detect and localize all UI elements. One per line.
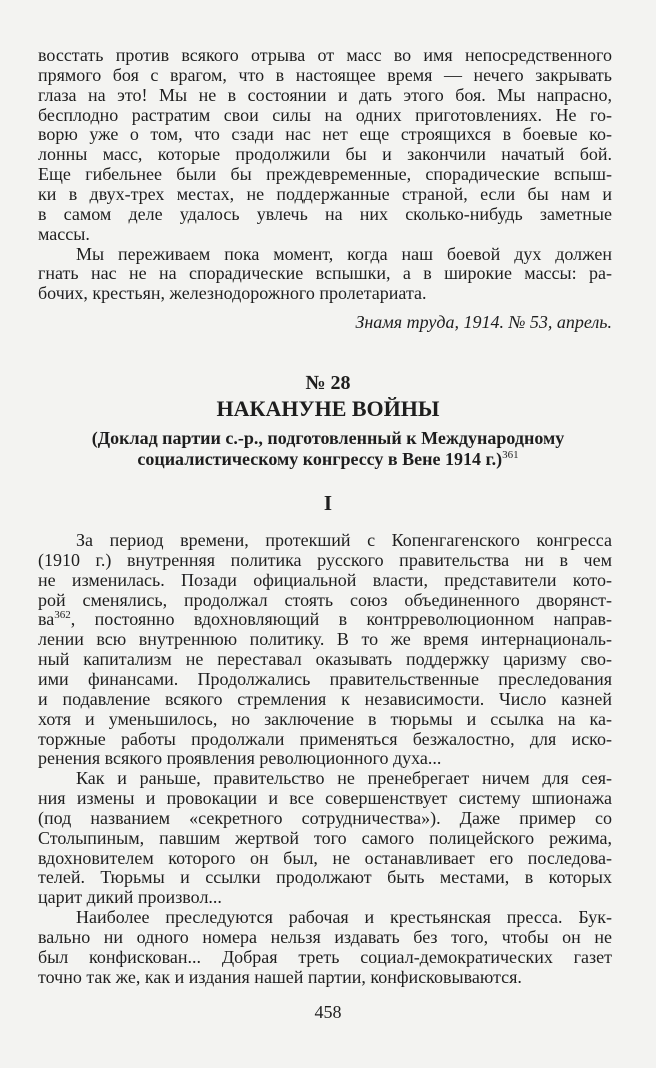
section-heading: I — [323, 491, 333, 515]
text-line — [38, 669, 612, 689]
text-line — [38, 927, 612, 947]
text-line-content: массы. — [38, 223, 90, 244]
text-line — [38, 224, 612, 244]
text-line-content: ки в двух-трех местах, не поддержанные страной, если бы нам и — [38, 183, 612, 204]
text-line — [38, 609, 612, 629]
text-line — [38, 947, 612, 967]
text-line — [38, 263, 612, 283]
subtitle-text: социалистическому конгрессу в Вене 1914 г.) — [137, 449, 503, 469]
text-line-content: точно так же, как и издания нашей партии, конфисковываются. — [38, 966, 522, 987]
text-line-content: вдохновителем которого он был, не останавливает его последова- — [38, 847, 612, 868]
text-line-content: телей. Тюрьмы и ссылки продолжают быть местами, в которых — [38, 867, 612, 888]
text-line — [38, 590, 612, 610]
document-number: № 28 — [305, 372, 351, 394]
text-line-content: ный капитализм не переставал оказывать поддержку царизму сво- — [38, 649, 612, 670]
text-line-content: восстать против всякого отрыва от масс во имя непосредственного — [38, 45, 612, 65]
text-line-content: глаза на это! Мы не в состоянии и дать этого боя. Мы напрасно, — [38, 84, 612, 105]
text-line — [38, 629, 612, 649]
footnote-ref: 361 — [502, 449, 519, 461]
text-line-content: ния измены и провокации и все совершенствует систему шпионажа — [38, 788, 612, 809]
text-line — [38, 144, 612, 164]
text-line — [38, 45, 612, 65]
text-line — [38, 570, 612, 590]
text-line — [38, 867, 612, 887]
text-line-content: хотя и уменьшилось, но заключение в тюрьмы и ссылка на ка- — [38, 708, 612, 729]
document-subtitle-line-2 — [0, 449, 656, 469]
text-line-content: торжные работы продолжали применяться безжалостно, для иско- — [38, 728, 612, 749]
source-attribution: Знамя труда, 1914. № 53, апрель. — [355, 312, 612, 332]
text-line — [38, 283, 612, 303]
text-line-content: Наиболее преследуются рабочая и крестьянская пресса. Бук- — [76, 907, 612, 928]
text-line-content: прямого боя с врагом, что в настоящее время — нечего закрывать — [38, 64, 612, 85]
text-line-content: Как и раньше, правительство не пренебрегает ничем для сея- — [76, 768, 612, 789]
text-line — [38, 967, 612, 987]
text-line-content: ими финансами. Продолжались правительственные преследования — [38, 668, 612, 689]
text-line — [38, 828, 612, 848]
text-line — [76, 907, 612, 927]
text-line — [38, 808, 612, 828]
text-line-content: бесплодно растратим свои силы на одних приготовлениях. Не го- — [38, 104, 612, 125]
text-line — [38, 689, 612, 709]
footnote-ref: 362 — [54, 609, 71, 622]
text-line-content: Еще гибельнее были бы преждевременные, спорадические вспыш- — [38, 164, 612, 185]
document-title: НАКАНУНЕ ВОЙНЫ — [216, 396, 440, 421]
text-line — [38, 164, 612, 184]
text-line-content: гнать нас не на спорадические вспышки, а в широкие массы: ра- — [38, 263, 612, 284]
text-line-content: царит дикий произвол... — [38, 887, 222, 908]
text-line — [38, 204, 612, 224]
text-line-content: Столыпиным, павшим жертвой того самого полицейского режима, — [38, 827, 612, 848]
text-line-content: лонны масс, которые продолжили бы и закончили начатый бой. — [38, 144, 612, 165]
text-line — [38, 184, 612, 204]
text-line-content: в самом деле удалось увлечь на них сколько-нибудь заметные — [38, 203, 612, 224]
text-line — [38, 788, 612, 808]
text-line — [76, 530, 612, 550]
text-line-content: бочих, крестьян, железнодорожного пролетариата. — [38, 283, 427, 304]
document-subtitle-line-1: (Доклад партии с.-р., подготовленный к Международному — [91, 428, 565, 448]
text-line-content: и подавление всякого стремления к независимости. Число казней — [38, 688, 612, 709]
text-line — [38, 649, 612, 669]
text-line — [38, 729, 612, 749]
text-line-content: $ва^{362}$, постоянно вдохновляющий в контрреволюционном направ- — [38, 609, 612, 630]
text-line — [38, 105, 612, 125]
text-line-content: рой сменялись, продолжал стоять союз объединенного дворянст- — [38, 589, 612, 610]
text-line — [38, 550, 612, 570]
text-line — [76, 244, 612, 264]
text-line-content: был конфискован... Добрая треть социал-демократических газет — [38, 946, 612, 967]
text-line — [38, 748, 612, 768]
text-line — [76, 768, 612, 788]
text-line-content: не изменилась. Позади официальной власти, представители кото- — [38, 569, 612, 590]
text-line — [38, 124, 612, 144]
text-line-content: лении всю внутреннюю политику. В то же время интернациональ- — [38, 629, 612, 650]
text-line-content: Мы переживаем пока момент, когда наш боевой дух должен — [76, 243, 612, 264]
text-line — [38, 85, 612, 105]
text-line — [38, 848, 612, 868]
page-number: 458 — [314, 1002, 342, 1022]
text-line-content: вально ни одного номера нельзя издавать без того, чтобы он не — [38, 927, 612, 947]
text-line — [38, 887, 612, 907]
text-line — [38, 709, 612, 729]
text-line-content: ренения всякого проявления революционного духа... — [38, 748, 442, 769]
text-line-content: ворю уже о том, что сзади нас нет еще строящихся в боевые ко- — [38, 124, 612, 145]
text-line — [38, 65, 612, 85]
text-line-content: (1910 г.) внутренняя политика русского правительства ни в чем — [38, 549, 612, 570]
text-line-content: (под названием «секретного сотрудничества»). Даже пример со — [38, 807, 612, 828]
text-line-content: За период времени, протекший с Копенгагенского конгресса — [76, 530, 612, 550]
